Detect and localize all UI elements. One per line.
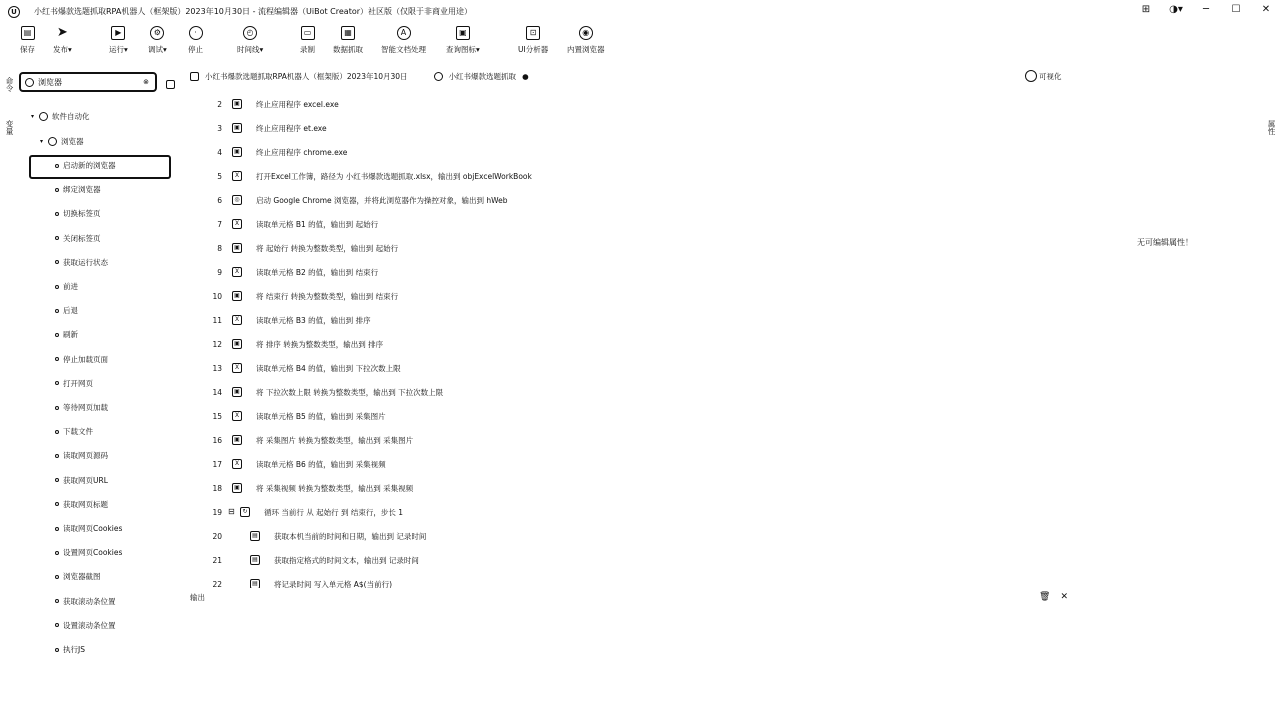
line-number: 15 [212, 411, 222, 421]
command-dot-icon [55, 623, 59, 627]
send-icon: ➤ [56, 25, 68, 40]
line-number: 18 [212, 483, 222, 493]
command-item[interactable] [55, 596, 116, 607]
builtin-browser-button[interactable]: ◉ 内置浏览器 [567, 28, 605, 54]
line-number: 8 [217, 243, 222, 253]
command-dot-icon [55, 236, 59, 240]
command-dot-icon [55, 260, 59, 264]
app-logo-icon: U [8, 6, 20, 18]
command-text: 终止应用程序 chrome.exe [256, 147, 348, 157]
save-button[interactable]: ▤ 保存 [20, 28, 35, 54]
debug-button[interactable]: ⚙ 调试▾ [148, 28, 167, 54]
command-item[interactable] [55, 450, 108, 461]
command-label: 打开网页 [63, 378, 93, 388]
image-search-icon: ▣ [456, 26, 470, 40]
command-label: 等待网页加载 [63, 403, 108, 412]
run-icon: ▶ [111, 26, 125, 40]
command-label: 下载文件 [63, 427, 93, 437]
no-properties-message: 无可编辑属性！ [1137, 238, 1193, 247]
data-capture-button[interactable]: ▦ 数据抓取 [333, 28, 363, 54]
command-text: 将 采集视频 转换为整数类型，输出到 采集视频 [256, 483, 414, 493]
tab-properties[interactable]: 属性 [1267, 120, 1276, 135]
breadcrumb-flow[interactable]: 小红书爆款选题抓取RPA机器人（框架版）2023年10月30日 [205, 72, 408, 81]
document-ai-button[interactable]: A 智能文档处理 [381, 28, 426, 54]
command-text: 打开Excel工作簿，路径为 小红书爆款选题抓取.xlsx，输出到 objExcelWorkBook [256, 171, 532, 181]
command-dot-icon [55, 309, 59, 313]
maximize-button[interactable]: ☐ [1231, 4, 1241, 15]
command-dot-icon [55, 333, 59, 337]
command-icon: ▣ [232, 483, 242, 493]
command-label: 获取网页标题 [63, 499, 108, 509]
line-number: 21 [212, 555, 222, 565]
command-label: 读取网页Cookies [63, 524, 123, 533]
command-dot-icon [55, 551, 59, 555]
command-item[interactable] [55, 620, 116, 631]
command-item[interactable] [55, 547, 122, 558]
code-editor[interactable] [190, 92, 1090, 588]
code-row[interactable] [190, 140, 1090, 164]
tab-variables[interactable]: 变量 [5, 120, 14, 135]
ui-analyzer-button[interactable]: ⊡ UI分析器 [518, 28, 549, 54]
fold-toggle-icon[interactable]: ⊟ [228, 507, 235, 516]
code-row[interactable] [190, 260, 1090, 284]
command-dot-icon [55, 648, 59, 652]
tab-commands[interactable]: 命令 [5, 77, 14, 92]
command-label: 关闭标签页 [63, 233, 101, 243]
command-icon: ▣ [232, 435, 242, 445]
code-row[interactable] [190, 548, 1090, 572]
breadcrumb [190, 71, 529, 82]
title-bar [0, 0, 1280, 24]
command-text: 终止应用程序 excel.exe [256, 99, 339, 109]
flow-icon [190, 72, 199, 81]
line-number: 4 [217, 147, 222, 157]
close-output-icon[interactable]: ✕ [1060, 592, 1068, 602]
code-row[interactable] [190, 116, 1090, 140]
toggle-icon [1025, 70, 1037, 82]
block-icon [434, 72, 443, 81]
command-label: 绑定浏览器 [63, 185, 101, 195]
line-number: 13 [212, 363, 222, 373]
theme-icon[interactable]: ◑▾ [1169, 4, 1183, 15]
tree-node-browser[interactable]: ▾ 浏览器 [40, 137, 84, 146]
code-row[interactable] [190, 524, 1090, 548]
code-row[interactable] [190, 452, 1090, 476]
command-item[interactable] [55, 305, 78, 316]
command-item[interactable] [55, 499, 108, 510]
command-item[interactable] [55, 257, 108, 268]
command-label: 获取滚动条位置 [63, 596, 116, 606]
collapse-panel-button[interactable] [166, 80, 175, 89]
command-label: 执行JS [63, 645, 85, 654]
command-dot-icon [55, 188, 59, 192]
command-item[interactable] [55, 208, 101, 219]
command-text: 读取单元格 B4 的值，输出到 下拉次数上限 [256, 363, 401, 373]
browser-category-icon [48, 137, 57, 146]
code-row[interactable] [190, 308, 1090, 332]
command-text: 读取单元格 B5 的值，输出到 采集图片 [256, 411, 386, 421]
command-text: 读取单元格 B3 的值，输出到 排序 [256, 315, 371, 325]
output-label[interactable]: 输出 [190, 592, 205, 602]
command-dot-icon [55, 430, 59, 434]
debug-icon: ⚙ [150, 26, 164, 40]
command-icon: ▤ [250, 555, 260, 565]
command-text: 读取单元格 B1 的值，输出到 起始行 [256, 219, 379, 229]
output-panel [190, 590, 1080, 604]
run-button[interactable]: ▶ 运行▾ [109, 28, 128, 54]
visual-toggle[interactable]: 可视化 [1025, 70, 1062, 82]
command-item[interactable] [55, 475, 108, 486]
code-row[interactable] [190, 428, 1090, 452]
ui-analyzer-icon: ⊡ [526, 26, 540, 40]
command-item[interactable] [55, 329, 78, 340]
command-search[interactable] [19, 72, 157, 92]
command-text: 获取本机当前的时间和日期，输出到 记录时间 [274, 531, 427, 541]
code-row[interactable] [190, 164, 1090, 188]
command-icon: ↻ [240, 507, 250, 517]
record-icon: ▭ [301, 26, 315, 40]
command-label: 获取运行状态 [63, 257, 108, 267]
window-title: 小红书爆款选题抓取RPA机器人（框架版）2023年10月30日 - 流程编辑器（UiBot Creator）社区版（仅限于非商业用途） [34, 7, 473, 16]
command-icon: X [232, 219, 242, 229]
data-capture-icon: ▦ [341, 26, 355, 40]
command-icon: X [232, 267, 242, 277]
command-text: 将 排序 转换为整数类型，输出到 排序 [256, 339, 384, 349]
line-number: 10 [212, 291, 222, 301]
command-label: 切换标签页 [63, 209, 101, 219]
automation-icon [39, 112, 48, 121]
code-row[interactable] [190, 380, 1090, 404]
command-dot-icon [55, 478, 59, 482]
command-dot-icon [55, 454, 59, 458]
code-row[interactable] [190, 404, 1090, 428]
expand-arrow-icon: ▾ [31, 113, 35, 120]
command-icon: ▣ [232, 147, 242, 157]
command-item[interactable] [55, 233, 101, 244]
command-icon: ▣ [232, 291, 242, 301]
command-text: 读取单元格 B6 的值，输出到 采集视频 [256, 459, 386, 469]
command-icon: ▣ [232, 387, 242, 397]
command-icon: ▣ [232, 123, 242, 133]
command-label: 浏览器截图 [63, 572, 101, 582]
command-dot-icon [55, 357, 59, 361]
command-item[interactable] [55, 378, 93, 389]
code-row[interactable] [190, 188, 1090, 212]
code-row[interactable] [190, 92, 1090, 116]
command-label: 前进 [63, 282, 78, 291]
command-label: 设置网页Cookies [63, 548, 123, 558]
clear-search-icon[interactable]: ⊗ [143, 78, 149, 86]
line-number: 5 [217, 171, 222, 181]
command-dot-icon [55, 599, 59, 603]
command-item[interactable] [55, 160, 116, 171]
code-row[interactable] [190, 284, 1090, 308]
command-dot-icon [55, 164, 59, 168]
command-dot-icon [55, 212, 59, 216]
command-item[interactable] [55, 402, 108, 413]
command-text: 启动 Google Chrome 浏览器，并将此浏览器作为操控对象，输出到 hWeb [256, 195, 508, 205]
command-item[interactable] [55, 426, 93, 437]
command-text: 将 起始行 转换为整数类型，输出到 起始行 [256, 243, 399, 253]
command-icon: X [232, 171, 242, 181]
line-number: 3 [217, 123, 222, 133]
close-button[interactable]: ✕ [1261, 4, 1271, 15]
search-input[interactable] [38, 78, 138, 87]
command-icon: ▤ [250, 579, 260, 588]
command-dot-icon [55, 406, 59, 410]
clock-icon: ◴ [243, 26, 257, 40]
line-number: 9 [217, 267, 222, 277]
code-row[interactable] [190, 332, 1090, 356]
command-icon: ◎ [232, 195, 242, 205]
line-number: 6 [217, 195, 222, 205]
command-icon: ▤ [250, 531, 260, 541]
expand-arrow-icon: ▾ [40, 138, 44, 145]
line-number: 22 [212, 579, 222, 588]
image-search-button[interactable]: ▣ 查询图标▾ [446, 28, 480, 54]
line-number: 16 [212, 435, 222, 445]
code-row[interactable] [190, 212, 1090, 236]
command-text: 将 下拉次数上限 转换为整数类型，输出到 下拉次数上限 [256, 387, 444, 397]
command-label: 停止加载页面 [63, 354, 108, 364]
command-text: 将记录时间 写入单元格 A$(当前行) [274, 579, 393, 588]
line-number: 19 [212, 507, 222, 517]
command-icon: ▣ [232, 99, 242, 109]
line-number: 7 [217, 219, 222, 229]
command-dot-icon [55, 502, 59, 506]
command-icon: ▣ [232, 339, 242, 349]
command-dot-icon [55, 381, 59, 385]
command-item[interactable] [55, 523, 122, 534]
command-dot-icon [55, 527, 59, 531]
command-icon: X [232, 363, 242, 373]
code-row[interactable] [190, 572, 1090, 588]
tree-node-software-automation[interactable]: ▾ 软件自动化 [31, 112, 90, 121]
command-label: 获取网页URL [63, 475, 108, 485]
command-icon: X [232, 459, 242, 469]
line-number: 17 [212, 459, 222, 469]
timeline-button[interactable]: ◴ 时间线▾ [237, 28, 264, 54]
command-text: 获取指定格式的时间文本，输出到 记录时间 [274, 555, 419, 565]
command-text: 将 结束行 转换为整数类型，输出到 结束行 [256, 291, 399, 301]
line-number: 12 [212, 339, 222, 349]
command-text: 循环 当前行 从 起始行 到 结束行，步长 1 [264, 507, 404, 517]
line-number: 2 [217, 99, 222, 109]
code-row[interactable] [190, 476, 1090, 500]
grid-icon[interactable]: ⊞ [1141, 4, 1151, 15]
command-label: 设置滚动条位置 [63, 620, 116, 630]
command-item[interactable] [55, 571, 101, 582]
code-row[interactable] [190, 236, 1090, 260]
code-row[interactable] [190, 356, 1090, 380]
command-label: 启动新的浏览器 [63, 161, 116, 170]
command-dot-icon [55, 575, 59, 579]
command-item[interactable] [55, 184, 101, 195]
code-row[interactable] [190, 500, 1090, 524]
command-label: 读取网页源码 [63, 451, 108, 461]
command-label: 后退 [63, 306, 78, 316]
browser-icon: ◉ [579, 26, 593, 40]
command-icon: X [232, 315, 242, 325]
line-number: 14 [212, 387, 222, 397]
document-ai-icon: A [397, 26, 411, 40]
command-item[interactable] [55, 354, 108, 365]
command-text: 读取单元格 B2 的值，输出到 结束行 [256, 267, 379, 277]
minimize-button[interactable]: ─ [1202, 4, 1210, 15]
stop-icon: · [189, 26, 203, 40]
command-dot-icon [55, 285, 59, 289]
save-icon: ▤ [21, 26, 35, 40]
stop-button[interactable]: · 停止 [188, 28, 203, 54]
command-icon: X [232, 411, 242, 421]
command-label: 刷新 [63, 330, 78, 340]
line-number: 11 [212, 315, 222, 325]
command-item[interactable] [55, 281, 78, 292]
line-number: 20 [212, 531, 222, 541]
command-icon: ▣ [232, 243, 242, 253]
breadcrumb-dropdown-icon[interactable]: ● [522, 72, 529, 81]
search-icon [25, 78, 34, 87]
command-text: 终止应用程序 et.exe [256, 123, 327, 133]
record-button[interactable]: ▭ 录制 [300, 28, 315, 54]
command-item[interactable] [55, 644, 85, 655]
breadcrumb-block[interactable]: 小红书爆款选题抓取 [448, 72, 517, 81]
publish-button[interactable]: ➤ 发布▾ [53, 25, 72, 54]
command-text: 将 采集图片 转换为整数类型，输出到 采集图片 [256, 435, 414, 445]
clear-output-icon[interactable]: 🗑 [1039, 592, 1051, 602]
